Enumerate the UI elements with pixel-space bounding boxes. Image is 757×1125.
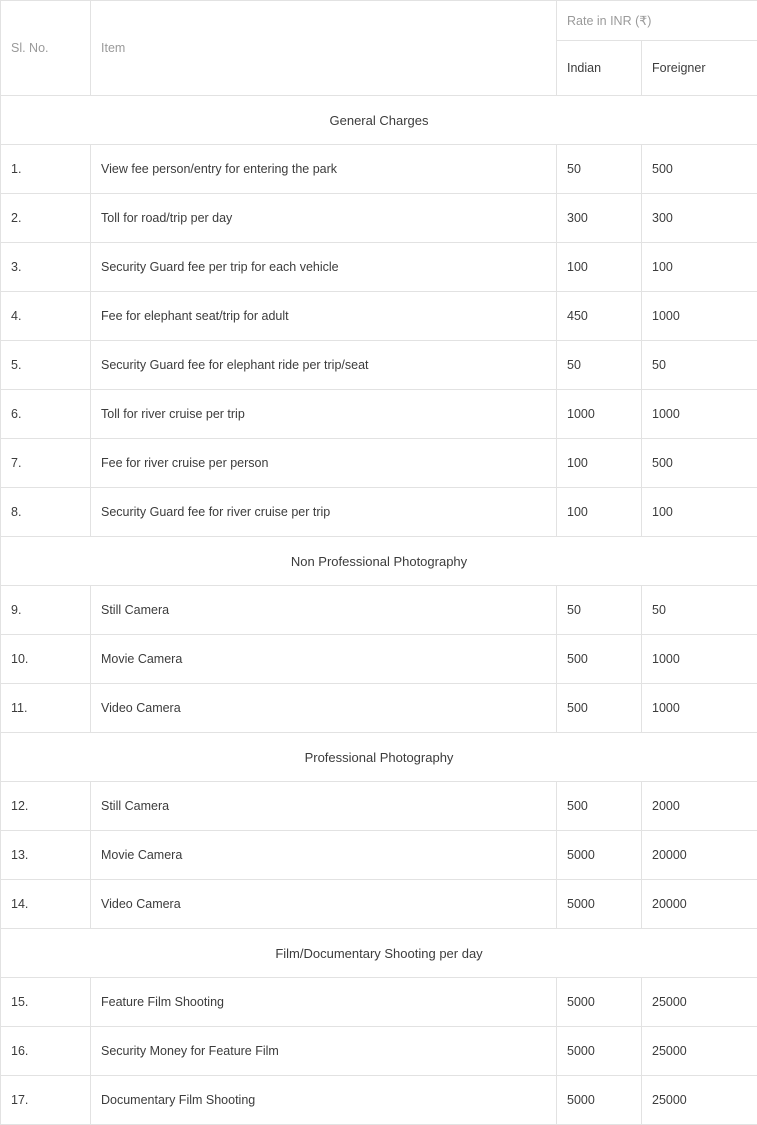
- cell-foreigner: 50: [642, 586, 757, 635]
- cell-sl-no: 16.: [1, 1027, 91, 1076]
- table-row: [1, 782, 757, 831]
- cell-item: Security Money for Feature Film: [91, 1027, 557, 1076]
- cell-item: Toll for river cruise per trip: [91, 390, 557, 439]
- cell-sl-no: 10.: [1, 635, 91, 684]
- cell-indian: 500: [557, 684, 642, 733]
- table-row: [1, 390, 757, 439]
- table-body: [1, 96, 757, 1125]
- cell-sl-no: 15.: [1, 978, 91, 1027]
- table-header: [1, 1, 757, 96]
- cell-item: View fee person/entry for entering the park: [91, 145, 557, 194]
- section-header-row: [1, 96, 757, 145]
- cell-indian: 100: [557, 243, 642, 292]
- cell-indian: 450: [557, 292, 642, 341]
- cell-indian: 50: [557, 586, 642, 635]
- cell-foreigner: 1000: [642, 390, 757, 439]
- column-header-sl-no: Sl. No.: [1, 1, 91, 96]
- section-title: Film/Documentary Shooting per day: [1, 929, 757, 978]
- cell-foreigner: 25000: [642, 1076, 757, 1125]
- cell-item: Video Camera: [91, 880, 557, 929]
- table-row: [1, 488, 757, 537]
- cell-sl-no: 9.: [1, 586, 91, 635]
- cell-indian: 1000: [557, 390, 642, 439]
- cell-item: Documentary Film Shooting: [91, 1076, 557, 1125]
- section-header-row: [1, 929, 757, 978]
- cell-foreigner: 1000: [642, 684, 757, 733]
- cell-sl-no: 11.: [1, 684, 91, 733]
- cell-indian: 50: [557, 145, 642, 194]
- cell-foreigner: 300: [642, 194, 757, 243]
- table-row: [1, 1027, 757, 1076]
- cell-item: Security Guard fee for river cruise per trip: [91, 488, 557, 537]
- cell-item: Toll for road/trip per day: [91, 194, 557, 243]
- cell-foreigner: 500: [642, 145, 757, 194]
- cell-indian: 100: [557, 488, 642, 537]
- table-row: [1, 145, 757, 194]
- table-row: [1, 880, 757, 929]
- cell-item: Still Camera: [91, 782, 557, 831]
- section-title: General Charges: [1, 96, 757, 145]
- table-row: [1, 978, 757, 1027]
- table-row: [1, 292, 757, 341]
- cell-indian: 5000: [557, 831, 642, 880]
- section-header-row: [1, 537, 757, 586]
- cell-sl-no: 13.: [1, 831, 91, 880]
- cell-sl-no: 4.: [1, 292, 91, 341]
- column-header-rate-group: Rate in INR (₹): [557, 1, 757, 41]
- table-row: [1, 684, 757, 733]
- section-header-row: [1, 733, 757, 782]
- cell-item: Movie Camera: [91, 831, 557, 880]
- cell-item: Still Camera: [91, 586, 557, 635]
- header-row-top: [1, 1, 757, 41]
- cell-indian: 5000: [557, 880, 642, 929]
- cell-sl-no: 2.: [1, 194, 91, 243]
- column-header-foreigner: Foreigner: [642, 41, 757, 96]
- cell-foreigner: 1000: [642, 635, 757, 684]
- cell-foreigner: 50: [642, 341, 757, 390]
- cell-indian: 5000: [557, 1076, 642, 1125]
- cell-foreigner: 100: [642, 243, 757, 292]
- column-header-item: Item: [91, 1, 557, 96]
- table-row: [1, 635, 757, 684]
- cell-foreigner: 2000: [642, 782, 757, 831]
- cell-sl-no: 8.: [1, 488, 91, 537]
- cell-sl-no: 6.: [1, 390, 91, 439]
- cell-sl-no: 14.: [1, 880, 91, 929]
- section-title: Professional Photography: [1, 733, 757, 782]
- table-row: [1, 341, 757, 390]
- cell-foreigner: 100: [642, 488, 757, 537]
- cell-foreigner: 20000: [642, 880, 757, 929]
- cell-sl-no: 1.: [1, 145, 91, 194]
- cell-indian: 300: [557, 194, 642, 243]
- cell-item: Feature Film Shooting: [91, 978, 557, 1027]
- cell-indian: 500: [557, 635, 642, 684]
- cell-indian: 500: [557, 782, 642, 831]
- cell-foreigner: 500: [642, 439, 757, 488]
- cell-foreigner: 1000: [642, 292, 757, 341]
- table-row: [1, 1076, 757, 1125]
- cell-item: Fee for elephant seat/trip for adult: [91, 292, 557, 341]
- cell-indian: 100: [557, 439, 642, 488]
- cell-indian: 5000: [557, 1027, 642, 1076]
- cell-item: Video Camera: [91, 684, 557, 733]
- cell-sl-no: 5.: [1, 341, 91, 390]
- section-title: Non Professional Photography: [1, 537, 757, 586]
- cell-sl-no: 3.: [1, 243, 91, 292]
- cell-foreigner: 20000: [642, 831, 757, 880]
- cell-indian: 5000: [557, 978, 642, 1027]
- cell-sl-no: 17.: [1, 1076, 91, 1125]
- table-row: [1, 586, 757, 635]
- cell-foreigner: 25000: [642, 978, 757, 1027]
- cell-item: Fee for river cruise per person: [91, 439, 557, 488]
- column-header-indian: Indian: [557, 41, 642, 96]
- table-row: [1, 831, 757, 880]
- table-row: [1, 194, 757, 243]
- cell-item: Movie Camera: [91, 635, 557, 684]
- cell-foreigner: 25000: [642, 1027, 757, 1076]
- cell-item: Security Guard fee for elephant ride per trip/seat: [91, 341, 557, 390]
- cell-indian: 50: [557, 341, 642, 390]
- cell-sl-no: 12.: [1, 782, 91, 831]
- cell-sl-no: 7.: [1, 439, 91, 488]
- table-row: [1, 243, 757, 292]
- table-row: [1, 439, 757, 488]
- cell-item: Security Guard fee per trip for each vehicle: [91, 243, 557, 292]
